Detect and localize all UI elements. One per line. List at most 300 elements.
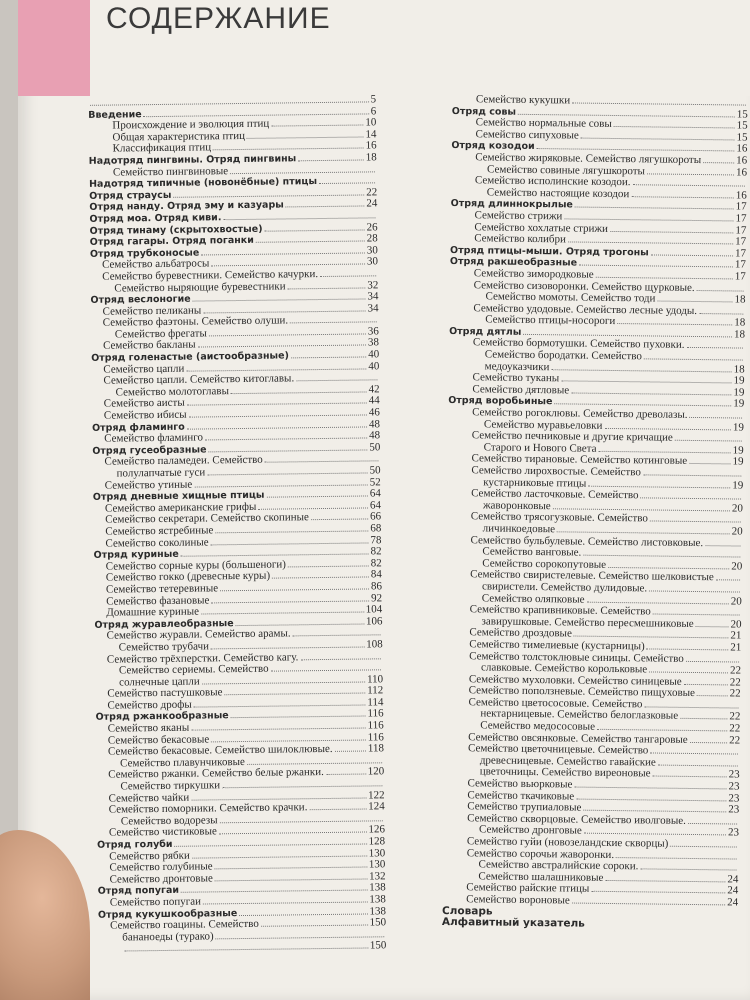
dot-leader [231,709,366,719]
dot-leader [211,257,365,267]
toc-page-number: 46 [368,406,380,419]
toc-entry-title: Домашние куриные [106,605,200,619]
dot-leader [641,491,742,500]
dot-leader [518,106,735,117]
toc-entry-title: Семейство совиные лягушкороты [487,162,646,177]
dot-leader [610,223,734,233]
toc-entry-title: Отряд совы [451,105,517,118]
toc-entry-title: Надотряд пингвины. Отряд пингвины [88,153,297,167]
toc-entry-title: Семейство райские птицы [466,881,590,896]
dot-leader [650,746,738,755]
toc-entry-title: солнечные цапли [119,675,200,689]
dot-leader [572,95,746,105]
dot-leader [194,697,366,707]
toc-page-number: 40 [368,359,380,373]
dot-leader [564,211,733,221]
dot-leader [173,187,364,197]
toc-page-number: 28 [366,232,378,245]
toc-entry-title: Семейство молотоглавы [115,384,230,399]
toc-entry-title: Семейство трясогузковые. Семейство [470,510,648,525]
dot-leader [203,303,365,313]
dot-leader [290,315,377,324]
dot-leader [201,605,364,615]
toc-entry-title: Семейство австралийские сороки. [478,858,639,873]
toc-page-number: 5 [370,93,377,106]
toc-page-number: 30 [366,244,378,257]
toc-entry-title: Семейство фламинго [104,431,204,445]
toc-page-number: 16 [365,139,377,152]
toc-entry-title: Старого и Нового Света [483,441,597,455]
toc-entry-title: Семейство ванговые. [482,545,582,559]
toc-entry-title: Семейство поползневые. Семейство пищуховые [468,684,696,700]
toc-entry-title: Семейство вьюрковые [467,777,573,791]
dot-leader [551,362,731,372]
toc-entry-title: Отряд ракшеобразные [449,256,578,269]
toc-entry-title: Семейство дрофы [107,698,192,712]
toc-entry-title: Семейство секретари. Семейство скопиные [105,511,309,527]
toc-page-number: 118 [367,742,385,755]
toc-page-number: 16 [735,189,747,202]
dot-leader [205,431,367,441]
dot-leader [649,583,740,592]
toc-page-number: 130 [368,846,386,860]
dot-leader [579,258,733,268]
dot-leader [604,421,731,431]
dot-leader [187,396,367,406]
toc-entry-title: Семейство крапивниковые. Семейство [469,603,651,618]
toc-entry-title: Семейство яканы [107,721,190,735]
dot-leader [690,410,743,419]
dot-leader [174,837,366,847]
toc-entry-title: Семейство чайки [108,791,190,805]
toc-column-right [442,94,748,932]
toc-entry-title: Семейство трубачи [118,640,210,654]
toc-entry-title: Семейство пастушковые [107,686,223,700]
toc-page-number: 36 [367,325,379,338]
dot-leader [705,538,740,546]
toc-entry-title: Семейство толстоклювые синицы. Семейство [469,649,684,665]
toc-entry-title: Семейство дронговые [478,823,582,838]
toc-entry-title: Семейство ныряющие буревестники [114,279,286,295]
toc-entry-title: Семейство гоацины. Семейство [110,917,259,932]
toc-entry-title: Семейство ржанки. Семейство белые ржанки. [108,766,324,782]
toc-page-number: 86 [370,580,383,593]
dot-leader [583,548,740,558]
dot-leader [574,780,726,790]
toc-entry-title: Отряд птицы-мыши. Отряд трогоны [450,244,649,259]
toc-page-number: 38 [367,336,380,349]
toc-page-number: 78 [370,533,382,546]
toc-entry-title: Семейство фазановые [106,593,210,608]
dot-leader [631,189,734,198]
toc-entry-title: Семейство исполинские козодои. [474,174,631,189]
toc-page-number: 24 [727,884,739,897]
toc-page-number: 22 [729,676,741,689]
dot-leader [653,607,740,616]
dot-leader [209,326,366,336]
toc-entry-title: Отряд голенастые (аистообразные) [91,350,289,364]
toc-entry-title: Семейство зимородковые [473,267,594,281]
toc-page-number: 34 [367,290,379,303]
dot-leader [215,523,368,533]
dot-leader [194,477,368,487]
dot-leader [697,283,744,292]
dot-leader [270,662,381,671]
dot-leader [575,200,734,210]
toc-page-number: 150 [369,939,387,952]
toc-entry-title: Отряд воробьиные [448,395,553,408]
toc-entry-title: Отряд голуби [97,838,173,851]
toc-entry-title: Отряд страусы [89,189,172,202]
toc-entry-title: Отряд попугаи [97,885,180,898]
toc-page-number: 112 [367,684,384,697]
toc-page-number: 20 [730,594,742,608]
dot-leader [537,141,735,151]
toc-entry-title: Семейство цветососовые. Семейство [468,696,643,711]
toc-page-number: 116 [367,730,384,744]
toc-entry-title: Словарь [441,904,493,918]
toc-entry-title: Семейство стрижи [474,209,563,223]
dot-leader [272,570,369,579]
dot-leader [189,408,367,418]
toc-entry-title: Семейство тетеревиные [105,582,219,596]
toc-page-number: 50 [369,441,381,454]
dot-leader [644,699,738,708]
toc-entry-title: Отряд моа. Отряд киви. [89,212,222,225]
toc-page-number: 10 [365,116,377,129]
dot-leader [219,825,367,835]
dot-leader [293,628,381,637]
toc-entry-title: древесницевые. Семейство гавайские [479,754,656,769]
toc-page-number: 40 [368,348,380,361]
dot-leader [644,351,743,360]
dot-leader [266,489,367,498]
toc-page-number: 18 [733,363,745,376]
dot-leader [605,873,725,882]
toc-section-heading [442,917,738,932]
toc-page-number: 23 [728,768,740,782]
dot-leader [690,735,728,743]
toc-entry-title: Семейство свиристелевые. Семейство шелковистые [470,568,714,584]
toc-page-number: 22 [729,734,741,747]
book-page [18,0,750,1000]
dot-leader [680,711,727,720]
toc-entry-title: Классификация птиц [112,141,212,155]
toc-page-number: 68 [370,522,382,535]
toc-page-number: 20 [731,525,743,538]
toc-entry-title: Семейство ястребиные [105,524,214,538]
dot-leader [319,176,375,185]
toc-entry-title: кустарниковые птицы [483,476,587,490]
dot-leader [640,862,736,871]
toc-entry-title: Отряд гагары. Отряд поганки [89,234,254,248]
toc-page-number: 19 [733,386,745,399]
toc-entry-title: Семейство попугаи [109,895,202,909]
dot-leader [256,234,365,243]
dot-leader [222,778,382,788]
dot-leader [181,547,369,557]
toc-page-number: 106 [365,615,383,628]
toc-page-number: 21 [730,629,742,642]
dot-leader [571,385,731,395]
toc-entry-title: Семейство буревестники. Семейство качурки. [102,267,319,283]
toc-page-number: 130 [368,858,386,871]
toc-page-number: 32 [367,278,379,291]
toc-page-number: 128 [368,835,386,848]
dot-leader [557,524,730,534]
toc-entry-title: Семейство пеликаны [102,304,202,318]
toc-page-number: 150 [369,916,387,929]
toc-page-number: 124 [368,800,385,813]
dot-leader [211,593,369,603]
toc-page-number: 15 [736,131,748,144]
toc-page-number: 18 [365,151,377,164]
dot-leader [652,769,726,778]
dot-leader [568,235,733,245]
toc-page-number: 20 [730,618,742,631]
toc-page-number: 18 [734,316,746,329]
dot-leader [584,826,726,836]
toc-page-number: 42 [368,383,380,396]
toc-entry-title: нектарницевые. Семейство белоглазковые [480,707,679,723]
toc-page-number: 17 [735,224,747,237]
toc-entry [86,941,386,956]
toc-entry-title: Семейство поморники. Семейство крачки. [108,801,308,816]
toc-page-number: 126 [368,823,386,836]
dot-leader [213,141,364,151]
dot-leader [576,791,726,801]
toc-entry-title: Семейство бекасовые [107,733,210,747]
toc-entry-title: Семейство колибри [474,232,566,246]
toc-entry-title: Семейство рогоклювы. Семейство древолазы. [472,406,688,421]
dot-leader [647,166,734,175]
dot-leader [699,306,743,315]
toc-page-number: 16 [736,154,748,167]
toc-page-number: 16 [736,142,748,155]
toc-column-left [76,94,386,956]
toc-page-number: 16 [735,166,748,179]
toc-entry-title: Отряд фламинго [91,421,185,434]
toc-page-number: 23 [727,826,740,839]
toc-page-number: 18 [734,328,746,341]
dot-leader [553,501,730,511]
dot-leader [224,686,365,696]
dot-leader [326,767,366,775]
toc-page-number: 52 [369,475,381,489]
dot-leader [649,665,728,674]
toc-page-number: 23 [728,792,740,805]
toc-entry-title: Семейство тирановые. Семейство котинговые [471,452,688,468]
dot-leader [588,478,730,488]
dot-leader [220,581,369,591]
dot-leader [696,619,729,627]
toc-page-number: 138 [369,904,387,918]
toc-page-number: 22 [729,664,742,677]
dot-leader [211,732,366,742]
dot-leader [271,118,363,127]
toc-page-number: 14 [365,128,377,141]
dot-leader [291,350,366,359]
dot-leader [574,629,729,639]
toc-page-number: 132 [368,870,386,883]
dot-leader [192,848,367,858]
toc-page-number: 116 [367,719,384,732]
toc-page-number: 19 [733,374,745,387]
toc-page-number: 22 [729,687,741,700]
toc-entry-title: Семейство сорокопутовые [482,557,607,571]
dot-leader [223,210,375,220]
toc-entry-title: Семейство аисты [103,397,185,411]
dot-leader [207,465,367,475]
toc-entry-title: Общая характеристика птиц [112,129,245,144]
toc-entry-title: Семейство утиные [104,478,193,492]
dot-leader [211,639,364,649]
toc-entry-title: Семейство скворцовые. Семейство иволговые. [467,812,687,827]
toc-entry-title: Семейство печниковые и другие кричащие [471,429,673,444]
dot-leader [554,397,731,407]
toc-entry-title: Происхождение и эволюция птиц [112,117,270,132]
toc-entry-title: Семейство тимелиевые (кустарницы) [469,638,645,653]
dot-leader [211,535,369,545]
toc-entry-title: Отряд трубконосые [89,247,200,260]
dot-leader [261,918,368,927]
toc-entry-title: Семейство соколиные [105,535,209,550]
toc-entry-title: Семейство сорочьи жаворонки. [466,846,615,861]
toc-entry-title: Семейство бекасовые. Семейство шилоклювые. [107,743,333,758]
toc-entry-title: Отряд кукушкообразные [97,907,238,921]
toc-page-number: 20 [731,502,744,515]
toc-entry-title: Семейство сипуховые [475,128,579,142]
toc-page-number: 6 [370,104,377,117]
toc-entry-title: Отряд дятлы [449,325,522,338]
dot-leader [311,512,368,521]
dot-leader [236,616,364,626]
toc-entry-title: Семейство сизоворонки. Семейство щурковые. [473,278,695,294]
dot-leader [215,871,367,881]
toc-page-number: 20 [731,560,743,573]
toc-page-number: 22 [729,722,741,735]
dot-leader [287,280,365,289]
toc-entry-title: Введение [88,108,142,121]
dot-leader [633,177,745,186]
toc-entry-title: Отряд длиннокрылые [450,198,573,211]
toc-entry-title: Семейство американские грифы [104,500,257,515]
toc-page-number: 24 [366,197,378,210]
toc-page-number: 138 [369,881,386,894]
dot-leader [597,722,727,732]
dot-leader [657,294,732,303]
dot-leader [617,316,732,325]
toc-page-number: 104 [365,603,383,616]
dot-leader [265,454,379,463]
toc-entry-title: Семейство шалашниковые [478,870,604,884]
toc-page-number: 17 [734,258,747,271]
toc-page-number: 26 [366,220,378,233]
dot-leader [202,674,365,684]
toc-entry-title: Семейство бакланы [102,339,196,353]
toc-entry-title: Семейство туканы [472,371,560,385]
dot-leader [216,929,385,939]
dot-leader [208,442,367,452]
toc-entry-title: Семейство нормальные совы [475,116,612,131]
toc-entry-title: Семейство ибисы [103,408,187,422]
toc-entry-title: медоуказчики [484,360,550,373]
toc-entry-title: Алфавитный указатель [441,916,585,930]
toc-entry-title: Семейство оляпковые [481,591,585,606]
toc-entry-title: Отряд журавлеобразные [94,617,234,631]
toc-entry-title: Семейство дроздовые [469,626,572,640]
toc-page-number: 122 [367,788,385,802]
toc-page-number: 24 [727,873,739,886]
toc-page-number: 116 [367,707,384,720]
toc-page-number: 82 [370,557,382,570]
dot-leader [616,850,737,859]
toc-entry-title: Семейство журавли. Семейство арамы. [106,627,291,642]
toc-page-number: 17 [734,270,746,283]
dot-leader [198,338,366,348]
dot-leader [201,245,365,255]
dot-leader [686,653,739,662]
toc-page-number: 15 [736,108,748,121]
toc-entry-title: Отряд тинаму (скрытохвостые) [89,223,263,237]
toc-page-number: 17 [735,212,747,225]
toc-page-number: 24 [727,896,739,909]
dot-leader [193,292,366,302]
toc-page-number: 30 [366,255,379,268]
toc-page-number: 19 [732,479,744,492]
toc-entry-title: жаворонковые [482,499,551,513]
toc-entry-title: свиристели. Семейство дулидовые. [481,580,648,595]
dot-leader [581,130,735,140]
dot-leader [716,573,740,581]
dot-leader [239,906,367,916]
dot-leader [688,816,737,825]
dot-leader [591,884,725,894]
dot-leader [247,129,364,138]
dot-leader [124,941,368,952]
dot-leader [247,755,382,765]
toc-entry-title: Семейство настоящие козодои [486,186,630,200]
toc-entry-title: Семейство паламедеи. Семейство [104,454,263,469]
toc-page-number: 110 [366,672,384,686]
toc-entry-title: Семейство гуйи (новозеландские скворцы) [466,835,669,850]
dot-leader [572,895,725,905]
dot-leader [586,594,728,604]
toc-entry-title: Семейство овсянковые. Семейство тангаровые [468,730,688,746]
toc-entry-title: Семейство ласточковые. Семейство [471,487,639,502]
dot-leader [658,757,738,766]
toc-entry-title: Семейство альбатросы [101,257,210,272]
toc-page-number: 92 [371,591,383,604]
dot-leader [187,419,367,429]
toc-entry-title: Семейство дятловые [472,383,570,397]
toc-entry-title: Отряд куриные [93,548,179,561]
dot-leader [523,327,732,338]
toc-entry-title: Семейство плавунчиковые [120,755,245,770]
dot-leader [231,384,367,394]
toc-entry-title: Семейство водорезы [120,814,218,828]
toc-entry-title: Семейство голубиные [109,860,213,874]
dot-leader [650,514,741,523]
toc-page-number: 138 [369,893,386,906]
toc-page-number: 19 [733,397,745,411]
toc-entry-title: Семейство бормотушки. Семейство пуховки. [472,336,685,352]
toc-entry-title: Семейство фрегаты [114,327,207,341]
toc-entry-title: Семейство пингвиновые [112,164,229,179]
dot-leader [599,444,731,454]
toc-entry-title: Семейство чистиковые [108,825,217,840]
toc-page-number: 18 [734,293,746,306]
